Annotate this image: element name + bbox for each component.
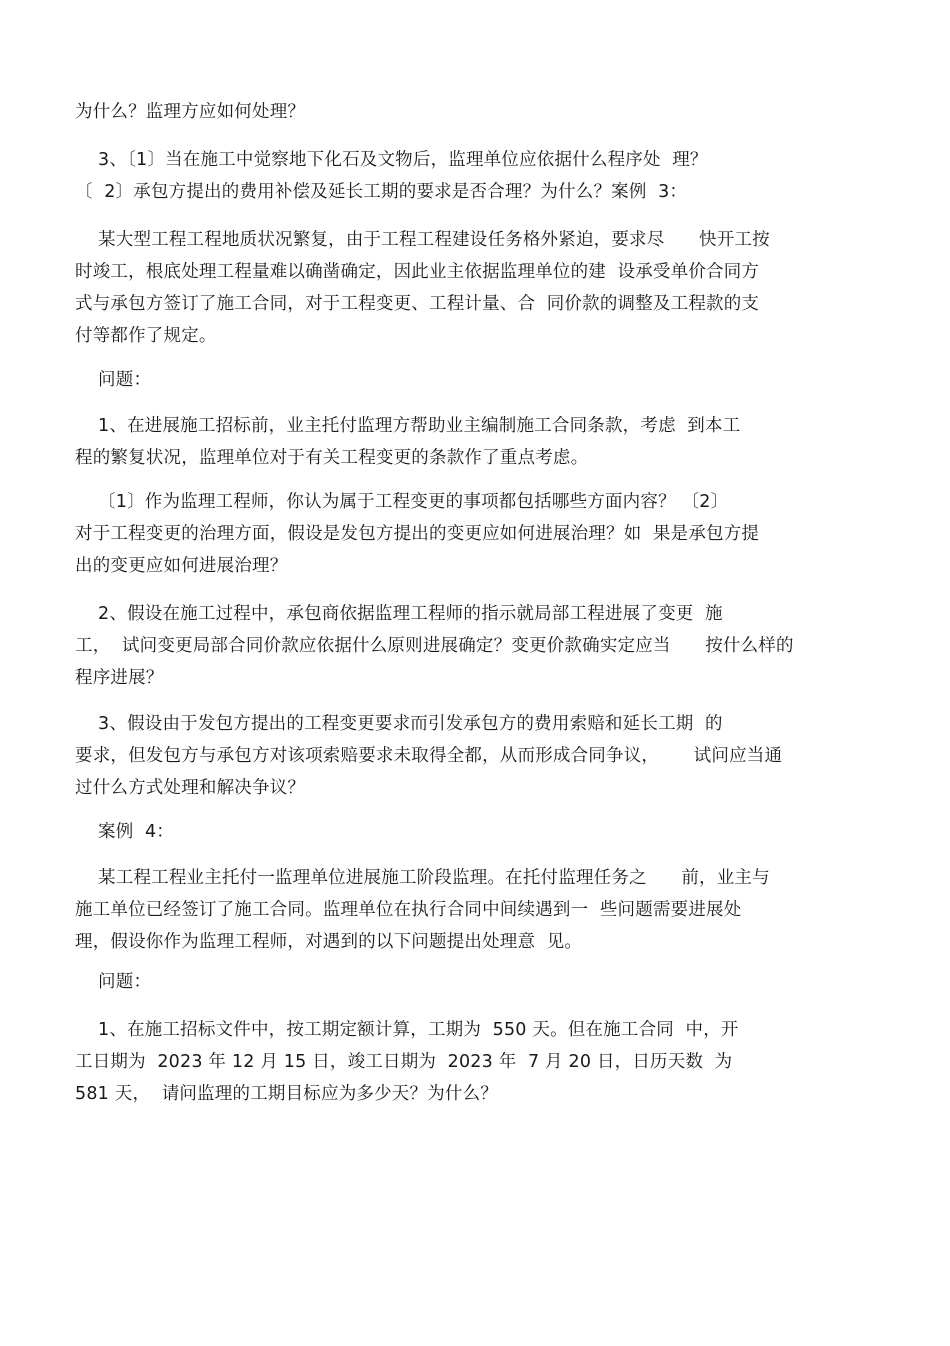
text-line: 施工单位已经签订了施工合同。监理单位在执行合同中间续遇到一 些问题需要进展处: [75, 900, 742, 920]
text-line: 3、假设由于发包方提出的工程变更要求而引发承包方的费用索赔和延长工期 的: [75, 714, 723, 734]
text-line: 〔 2〕承包方提出的费用补偿及延长工期的要求是否合理？为什么？案例 3：: [75, 182, 688, 202]
heading-questions: [75, 364, 855, 396]
text-line: 出的变更应如何进展治理？: [75, 556, 288, 576]
text-line: 1、在进展施工招标前，业主托付监理方帮助业主编制施工合同条款，考虑 到本工: [75, 416, 741, 436]
text-line: 理，假设你作为监理工程师，对遇到的以下问题提出处理意 见。: [75, 932, 583, 952]
text-line: 过什么方式处理和解决争议？: [75, 778, 306, 798]
text-line: 案例 4：: [75, 822, 175, 842]
text-line: 程序进展？: [75, 668, 164, 688]
text-line: 3、〔1〕当在施工中觉察地下化石及文物后，监理单位应依据什么程序处 理？: [75, 150, 708, 170]
paragraph-continuation: [75, 96, 855, 128]
text-line: 对于工程变更的治理方面，假设是发包方提出的变更应如何进展治理？如 果是承包方提: [75, 524, 760, 544]
text-line: 问题：: [75, 972, 152, 992]
paragraph-case-4-description: [75, 862, 855, 958]
text-line: 工， 试问变更局部合同价款应依据什么原则进展确定？变更价款确实定应当 按什么样的: [75, 636, 794, 656]
text-line: 为什么？监理方应如何处理？: [75, 102, 306, 122]
text-line: 问题：: [75, 370, 152, 390]
paragraph-case-3-description: [75, 224, 855, 352]
paragraph-question-1: [75, 410, 855, 474]
text-line: 581 天， 请问监理的工期目标应为多少天？为什么？: [75, 1084, 498, 1104]
paragraph-question-2: [75, 598, 855, 694]
heading-questions-2: [75, 966, 855, 998]
text-line: 〔1〕作为监理工程师，你认为属于工程变更的事项都包括哪些方面内容？ 〔2〕: [75, 492, 729, 512]
text-line: 某工程工程业主托付一监理单位进展施工阶段监理。在托付监理任务之 前，业主与: [75, 868, 770, 888]
text-line: 式与承包方签订了施工合同，对于工程变更、工程计量、合 同价款的调整及工程款的支: [75, 294, 760, 314]
text-line: 要求，但发包方与承包方对该项索赔要求未取得全都，从而形成合同争议， 试问应当通: [75, 746, 783, 766]
text-line: 付等都作了规定。: [75, 326, 217, 346]
text-line: 2、假设在施工过程中，承包商依据监理工程师的指示就局部工程进展了变更 施: [75, 604, 723, 624]
paragraph-question-3b: [75, 708, 855, 804]
paragraph-question-3: [75, 144, 855, 208]
text-line: 程的繁复状况，监理单位对于有关工程变更的条款作了重点考虑。: [75, 448, 589, 468]
text-line: 时竣工，根底处理工程量难以确凿确定，因此业主依据监理单位的建 设承受单价合同方: [75, 262, 760, 282]
paragraph-case-4-question-1: [75, 1014, 855, 1110]
text-line: 工日期为 2023 年 12 月 15 日，竣工日期为 2023 年 7 月 20 日，日历天数 为: [75, 1052, 733, 1072]
heading-case-4: [75, 816, 855, 848]
text-line: 某大型工程工程地质状况繁复，由于工程工程建设任务格外紧迫，要求尽 快开工按: [75, 230, 770, 250]
paragraph-question-1-subitems: [75, 486, 855, 582]
text-line: 1、在施工招标文件中，按工期定额计算，工期为 550 天。但在施工合同 中，开: [75, 1020, 739, 1040]
